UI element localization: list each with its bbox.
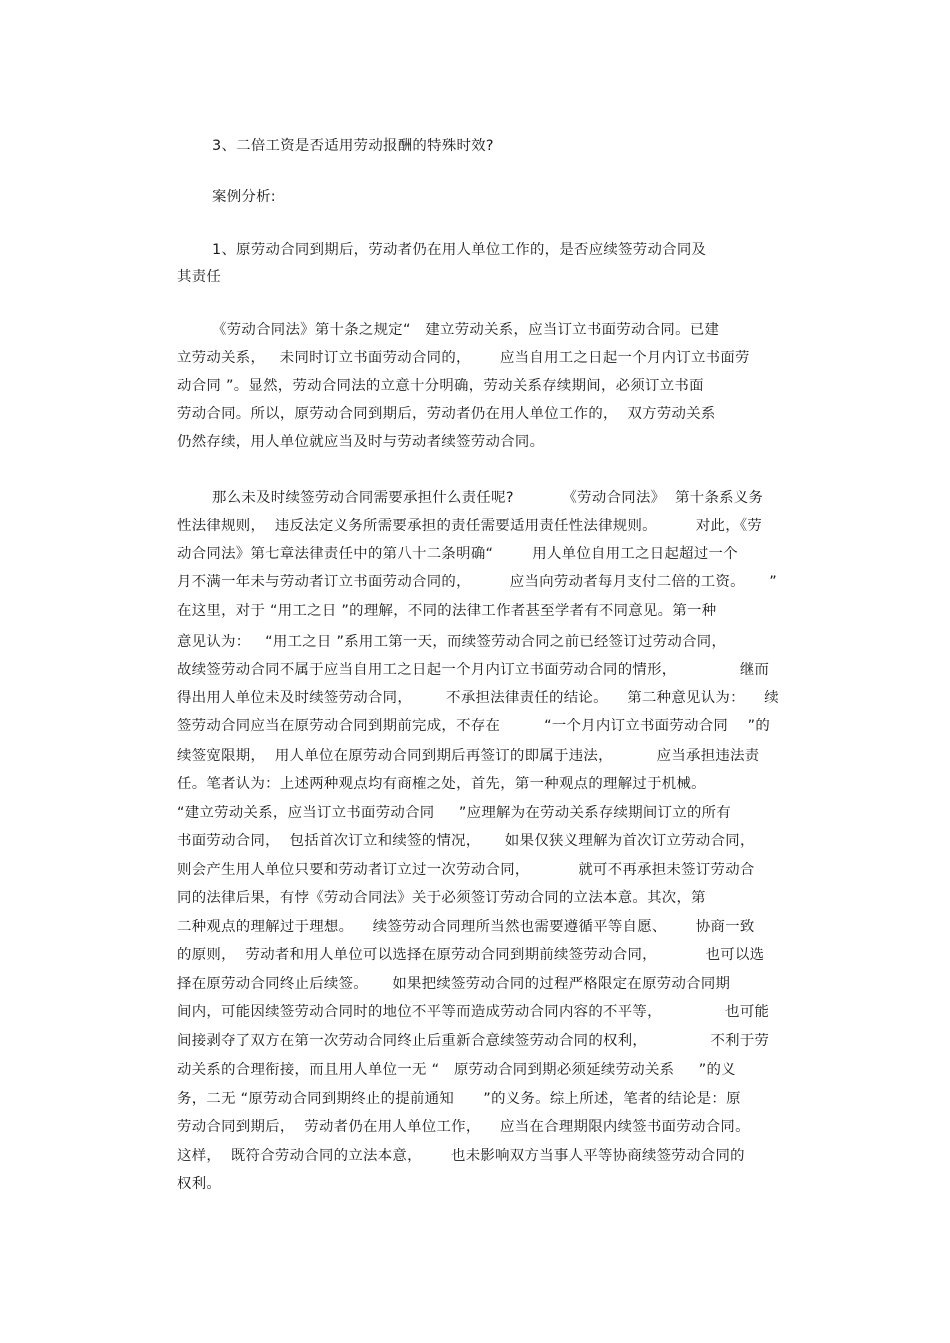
- paragraph-line: 二种观点的理解过于理想。 续签劳动合同理所当然也需要遵循平等自愿、 协商一致: [177, 919, 755, 935]
- question-heading: 3、二倍工资是否适用劳动报酬的特殊时效?: [212, 138, 494, 154]
- paragraph-line: 性法律规则， 违反法定义务所需要承担的责任需要适用责任性法律规则。 对此，《劳: [177, 518, 763, 534]
- paragraph-line: 的原则， 劳动者和用人单位可以选择在原劳动合同到期前续签劳动合同， 也可以选: [177, 947, 765, 963]
- paragraph-line: 任。笔者认为：上述两种观点均有商榷之处，首先，第一种观点的理解过于机械。: [177, 776, 706, 792]
- paragraph-line: 劳动合同到期后， 劳动者仍在用人单位工作， 应当在合理期限内续签书面劳动合同。: [177, 1119, 750, 1135]
- paragraph-line: 立劳动关系， 未同时订立书面劳动合同的， 应当自用工之日起一个月内订立书面劳: [177, 350, 750, 366]
- paragraph-line: 在这里，对于 “用工之日 ”的理解，不同的法律工作者甚至学者有不同意见。第一种: [177, 603, 717, 619]
- paragraph-line: 签劳动合同应当在原劳动合同到期前完成，不存在 “一个月内订立书面劳动合同 ”的: [177, 718, 771, 734]
- paragraph-line: 务，二无 “原劳动合同到期终止的提前通知 ”的义务。综上所述，笔者的结论是：原: [177, 1091, 741, 1107]
- paragraph-line: “建立劳动关系，应当订立书面劳动合同 ”应理解为在劳动关系存续期间订立的所有: [177, 805, 732, 821]
- paragraph-line: 同的法律后果，有悖《劳动合同法》关于必须签订劳动合同的立法本意。其次，第: [177, 890, 706, 906]
- paragraph-line: 动合同法》第七章法律责任中的第八十二条明确“ 用人单位自用工之日起超过一个: [177, 546, 738, 562]
- paragraph-line: 劳动合同。所以，原劳动合同到期后，劳动者仍在用人单位工作的， 双方劳动关系: [177, 406, 716, 422]
- paragraph-line: 动合同 ”。显然，劳动合同法的立意十分明确，劳动关系存续期间，必须订立书面: [177, 378, 704, 394]
- case-analysis-heading: 案例分析:: [212, 189, 276, 205]
- section-heading-line: 1、原劳动合同到期后，劳动者仍在用人单位工作的，是否应续签劳动合同及: [212, 242, 707, 258]
- paragraph-line: 这样， 既符合劳动合同的立法本意， 也未影响双方当事人平等协商续签劳动合同的: [177, 1148, 745, 1164]
- paragraph-line: 间接剥夺了双方在第一次劳动合同终止后重新合意续签劳动合同的权利， 不利于劳: [177, 1033, 770, 1049]
- section-heading-line: 其责任: [177, 269, 222, 285]
- paragraph-line: 权利。: [177, 1176, 222, 1192]
- paragraph-line: 意见认为： “用工之日 ”系用工第一天，而续签劳动合同之前已经签订过劳动合同，: [177, 634, 727, 650]
- paragraph-line: 得出用人单位未及时续签劳动合同， 不承担法律责任的结论。 第二种意见认为： 续: [177, 690, 779, 706]
- paragraph-line: 则会产生用人单位只要和劳动者订立过一次劳动合同， 就可不再承担未签订劳动合: [177, 862, 755, 878]
- paragraph-line: 书面劳动合同， 包括首次订立和续签的情况， 如果仅狭义理解为首次订立劳动合同，: [177, 833, 755, 849]
- paragraph-line: 续签宽限期， 用人单位在原劳动合同到期后再签订的即属于违法， 应当承担违法责: [177, 748, 760, 764]
- paragraph-line: 那么未及时续签劳动合同需要承担什么责任呢? 《劳动合同法》 第十条系义务: [212, 490, 764, 506]
- paragraph-line: 故续签劳动合同不属于应当自用工之日起一个月内订立书面劳动合同的情形， 继而: [177, 662, 770, 678]
- paragraph-line: 月不满一年未与劳动者订立书面劳动合同的， 应当向劳动者每月支付二倍的工资。 ”: [177, 574, 777, 590]
- paragraph-line: 《劳动合同法》第十条之规定“ 建立劳动关系，应当订立书面劳动合同。已建: [212, 322, 720, 338]
- paragraph-line: 仍然存续，用人单位就应当及时与劳动者续签劳动合同。: [177, 434, 545, 450]
- paragraph-line: 择在原劳动合同终止后续签。 如果把续签劳动合同的过程严格限定在原劳动合同期: [177, 976, 731, 992]
- paragraph-line: 间内，可能因续签劳动合同时的地位不平等而造成劳动合同内容的不平等， 也可能: [177, 1004, 770, 1020]
- paragraph-line: 动关系的合理衔接，而且用人单位一无 “ 原劳动合同到期必须延续劳动关系 ”的义: [177, 1062, 736, 1078]
